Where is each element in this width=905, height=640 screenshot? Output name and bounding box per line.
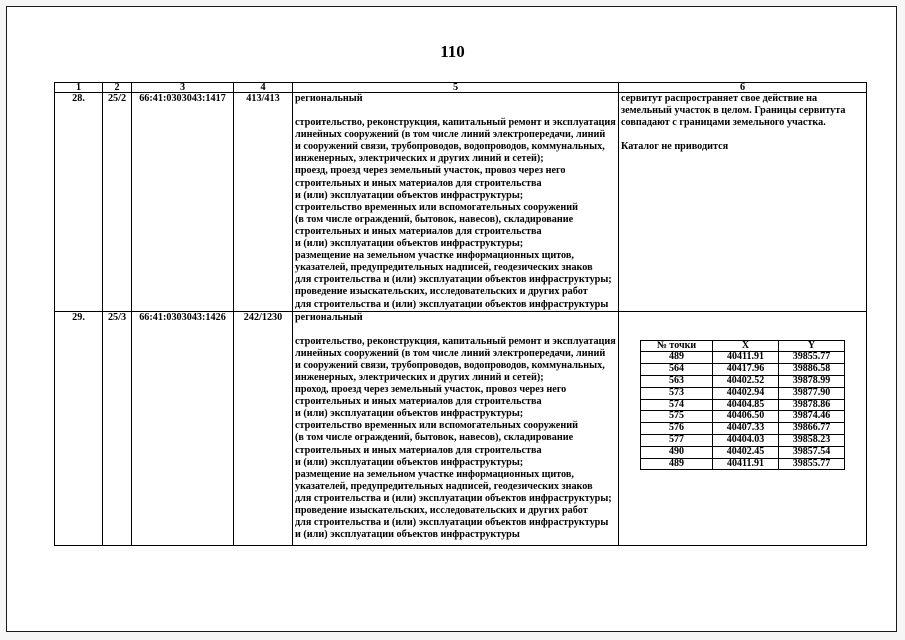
point-number: 576: [641, 423, 713, 435]
purpose-text: строительство, реконструкция, капитальный ремонт и эксплуатация линейных сооружений (в том числе линий электропередачи, линий и сооружений связи, трубопроводов, водопроводов, коммунальных, инженерных, электрических и других линий и сетей); проезд, проезд через земельный участок, провоз через него строительных и иных материалов для строительства и (или) эксплуатации объектов инфраструктуры; строительство временных или вспомогательных сооружений (в том числе ограждений, бытовок, навесов), складирование строительных и иных материалов для строительства и (или) эксплуатации объектов инфраструктуры; размещение на земельном участке информационных щитов, указателей, предупредительных надписей, геодезических знаков для строительства и (или) эксплуатации объектов инфраструктуры; проведение изыскательских, исследовательских и других работ для строительства и (или) эксплуатации объектов инфраструктуры: [295, 117, 616, 310]
point-number: 490: [641, 446, 713, 458]
row-number: 29.: [55, 311, 103, 545]
cadastral-number: 66:41:0303043:1417: [132, 93, 234, 312]
y-value: 39855.77: [779, 458, 845, 470]
y-value: 39886.58: [779, 364, 845, 376]
coord-row: [641, 399, 845, 411]
servitude-type: региональный: [295, 93, 363, 104]
coord-row: [641, 411, 845, 423]
table-row: [55, 311, 867, 545]
x-value: 40404.03: [713, 434, 779, 446]
point-number: 573: [641, 387, 713, 399]
catalog-note: Каталог не приводится: [621, 141, 729, 153]
x-header: X: [713, 340, 779, 352]
y-value: 39874.46: [779, 411, 845, 423]
table-row: [55, 93, 867, 312]
coord-row: [641, 446, 845, 458]
y-value: 39878.99: [779, 375, 845, 387]
x-value: 40407.33: [713, 423, 779, 435]
x-value: 40402.45: [713, 446, 779, 458]
x-value: 40411.91: [713, 458, 779, 470]
point-number: 574: [641, 399, 713, 411]
coord-row: [641, 434, 845, 446]
point-number: 489: [641, 352, 713, 364]
x-value: 40404.85: [713, 399, 779, 411]
col-header-2: 2: [103, 83, 132, 93]
point-number-header: № точки: [641, 340, 713, 352]
header-row: [55, 83, 867, 93]
purpose-cell: [293, 93, 619, 312]
cadastral-number: 66:41:0303043:1426: [132, 311, 234, 545]
coord-row: [641, 352, 845, 364]
col-header-5: 5: [293, 83, 619, 93]
point-number: 564: [641, 364, 713, 376]
point-number: 577: [641, 434, 713, 446]
area-value: 242/1230: [234, 311, 293, 545]
y-value: 39878.86: [779, 399, 845, 411]
coords-header-row: [641, 340, 845, 352]
row-number: 28.: [55, 93, 103, 312]
point-number: 575: [641, 411, 713, 423]
col-header-4: 4: [234, 83, 293, 93]
y-value: 39855.77: [779, 352, 845, 364]
y-value: 39866.77: [779, 423, 845, 435]
registry-number: 25/2: [103, 93, 132, 312]
area-value: 413/413: [234, 93, 293, 312]
y-value: 39857.54: [779, 446, 845, 458]
coord-row: [641, 375, 845, 387]
y-header: Y: [779, 340, 845, 352]
x-value: 40402.94: [713, 387, 779, 399]
purpose-text: строительство, реконструкция, капитальный ремонт и эксплуатация линейных сооружений (в том числе линий электропередачи, линий и сооружений связи, трубопроводов, водопроводов, коммунальных, инженерных, электрических и других линий и сетей); проход, проезд через земельный участок, провоз через него строительных и иных материалов для строительства и (или) эксплуатации объектов инфраструктуры; строительство временных или вспомогательных сооружений (в том числе ограждений, бытовок, навесов), складирование строительных и иных материалов для строительства и (или) эксплуатации объектов инфраструктуры; размещение на земельном участке информационных щитов, указателей, предупредительных надписей, геодезических знаков для строительства и (или) эксплуатации объектов инфраструктуры; проведение изыскательских, исследовательских и других работ для строительства и (или) эксплуатации объектов инфраструктуры и (или) эксплуатации объектов инфраструктуры: [295, 335, 616, 541]
coord-row: [641, 423, 845, 435]
y-value: 39858.23: [779, 434, 845, 446]
col-header-6: 6: [619, 83, 867, 93]
y-value: 39877.90: [779, 387, 845, 399]
page-number: 110: [440, 42, 465, 61]
coord-row: [641, 458, 845, 470]
coordinates-cell: [619, 311, 867, 545]
notes-cell: [619, 93, 867, 312]
registry-number: 25/3: [103, 311, 132, 545]
coord-row: [641, 364, 845, 376]
coordinates-table: [640, 340, 845, 471]
x-value: 40402.52: [713, 375, 779, 387]
col-header-3: 3: [132, 83, 234, 93]
purpose-cell: [293, 311, 619, 545]
x-value: 40411.91: [713, 352, 779, 364]
x-value: 40417.96: [713, 364, 779, 376]
point-number: 563: [641, 375, 713, 387]
x-value: 40406.50: [713, 411, 779, 423]
col-header-1: 1: [55, 83, 103, 93]
servitude-type: региональный: [295, 311, 363, 323]
coord-row: [641, 387, 845, 399]
notes-text: сервитут распространяет свое действие на земельный участок в целом. Границы сервитута совпадают с границами земельного участка.: [621, 93, 846, 129]
servitude-table: [54, 82, 867, 546]
point-number: 489: [641, 458, 713, 470]
